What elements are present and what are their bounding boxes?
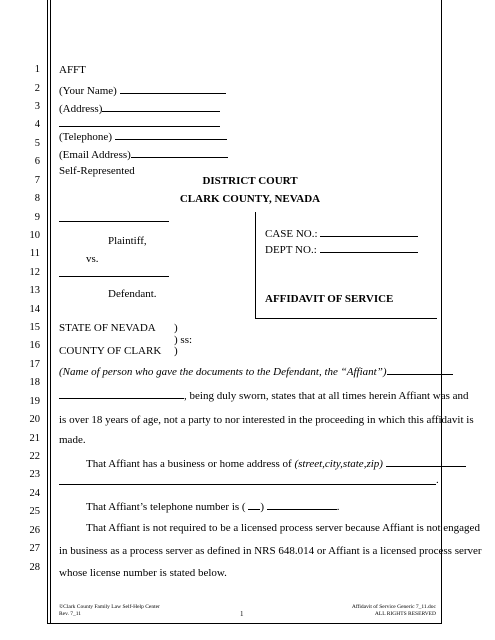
line-number: 8 (34, 193, 40, 204)
made-text: made. (59, 434, 86, 446)
line-number: 18 (29, 377, 40, 388)
case-number-field[interactable] (265, 226, 418, 241)
address-field[interactable] (59, 101, 220, 116)
self-represented-label: Self-Represented (59, 165, 135, 177)
line-number: 26 (29, 525, 40, 536)
defendant-label: Defendant. (108, 288, 157, 300)
sworn-line[interactable] (59, 388, 469, 403)
license-statement-2: in business as a process server as defined in NRS 648.014 or Affiant is a licensed process server (59, 545, 482, 557)
address-line-2-blank[interactable] (59, 126, 220, 127)
line-number: 28 (29, 562, 40, 573)
line-number: 7 (34, 175, 40, 186)
venue-county: COUNTY OF CLARK (59, 345, 162, 357)
address-label: (Address) (59, 103, 103, 115)
address-period: . (436, 474, 439, 486)
line-number: 6 (34, 156, 40, 167)
caption-vertical-divider (255, 212, 256, 318)
defendant-name-blank[interactable] (59, 276, 169, 277)
address-blank[interactable] (102, 101, 220, 112)
line-number: 25 (29, 506, 40, 517)
address-intro: That Affiant has a business or home address of (86, 458, 292, 470)
footer-rights: ALL RIGHTS RESERVED (374, 611, 436, 617)
your-name-label: (Your Name) (59, 85, 117, 97)
phone-statement[interactable] (86, 499, 340, 514)
affiant-name-line[interactable] (59, 364, 453, 379)
court-title: DISTRICT COURT (202, 175, 298, 187)
phone-paren: ) (260, 501, 264, 513)
venue-state: STATE OF NEVADA (59, 322, 156, 334)
line-number: 14 (29, 304, 40, 315)
dept-number-label: DEPT NO.: (265, 244, 317, 256)
telephone-field[interactable] (59, 129, 227, 144)
address-hint: (street,city,state,zip) (294, 458, 383, 470)
email-field[interactable] (59, 147, 228, 162)
line-number: 1 (34, 64, 40, 75)
phone-number-blank[interactable] (267, 499, 337, 510)
line-number: 24 (29, 488, 40, 499)
page-number: 1 (240, 610, 244, 618)
footer-filename: Affidavit of Service Generic 7_11.doc (351, 604, 436, 610)
line-number: 16 (29, 340, 40, 351)
footer-revision: Rev. 7_11 (59, 611, 82, 617)
address-statement[interactable] (86, 456, 466, 471)
line-number: 12 (29, 267, 40, 278)
your-name-blank[interactable] (120, 83, 226, 94)
telephone-blank[interactable] (115, 129, 227, 140)
dept-number-blank[interactable] (320, 242, 418, 253)
document-title: AFFIDAVIT OF SERVICE (265, 293, 394, 305)
line-number: 21 (29, 433, 40, 444)
line-number: 11 (29, 248, 40, 259)
line-number: 17 (29, 359, 40, 370)
caption-bottom-rule (255, 318, 437, 319)
line-number: 20 (29, 414, 40, 425)
affiant-name-blank-2[interactable] (59, 388, 184, 399)
versus-label: vs. (86, 253, 99, 265)
line-number: 9 (34, 212, 40, 223)
license-statement-1: That Affiant is not required to be a licensed process server because Affiant is not engaged (86, 522, 480, 534)
plaintiff-label: Plaintiff, (108, 235, 147, 247)
left-margin-double-rule-outer (47, 0, 48, 623)
affiant-address-blank[interactable] (386, 456, 466, 467)
case-number-label: CASE NO.: (265, 228, 318, 240)
document-code: AFFT (59, 64, 86, 76)
age-statement: is over 18 years of age, not a party to nor interested in the proceeding in which this affidavit is (59, 414, 474, 426)
line-number: 5 (34, 138, 40, 149)
line-number: 23 (29, 469, 40, 480)
court-county: CLARK COUNTY, NEVADA (179, 193, 321, 205)
line-number: 27 (29, 543, 40, 554)
line-number: 22 (29, 451, 40, 462)
affiant-address-blank-2[interactable] (59, 484, 436, 485)
line-number: 15 (29, 322, 40, 333)
venue-paren-3: ) (174, 345, 178, 357)
phone-area-code-blank[interactable] (248, 499, 260, 510)
affiant-prompt: (Name of person who gave the documents to the Defendant, the “Affiant”) (59, 366, 387, 378)
line-number: 3 (34, 101, 40, 112)
venue-ss: ) ss: (174, 334, 193, 346)
dept-number-field[interactable] (265, 242, 418, 257)
license-statement-3: whose license number is stated below. (59, 567, 227, 579)
line-number: 2 (34, 83, 40, 94)
telephone-label: (Telephone) (59, 131, 112, 143)
case-number-blank[interactable] (320, 226, 418, 237)
plaintiff-name-blank[interactable] (59, 221, 169, 222)
line-number: 10 (29, 230, 40, 241)
phone-period: . (336, 501, 340, 513)
line-number: 19 (29, 396, 40, 407)
left-margin-double-rule-inner (50, 0, 51, 623)
footer-copyright: ©Clark County Family Law Self-Help Center (59, 604, 160, 610)
line-number: 4 (34, 119, 40, 130)
phone-intro: That Affiant’s telephone number is ( (86, 501, 246, 513)
affiant-name-blank[interactable] (387, 364, 453, 375)
email-blank[interactable] (131, 147, 228, 158)
sworn-text: , being duly sworn, states that at all times herein Affiant was and (184, 390, 469, 402)
email-label: (Email Address) (59, 149, 131, 161)
your-name-field[interactable] (59, 83, 226, 98)
footer-rule (47, 623, 442, 624)
venue-paren-1: ) (174, 322, 178, 334)
line-number: 13 (29, 285, 40, 296)
